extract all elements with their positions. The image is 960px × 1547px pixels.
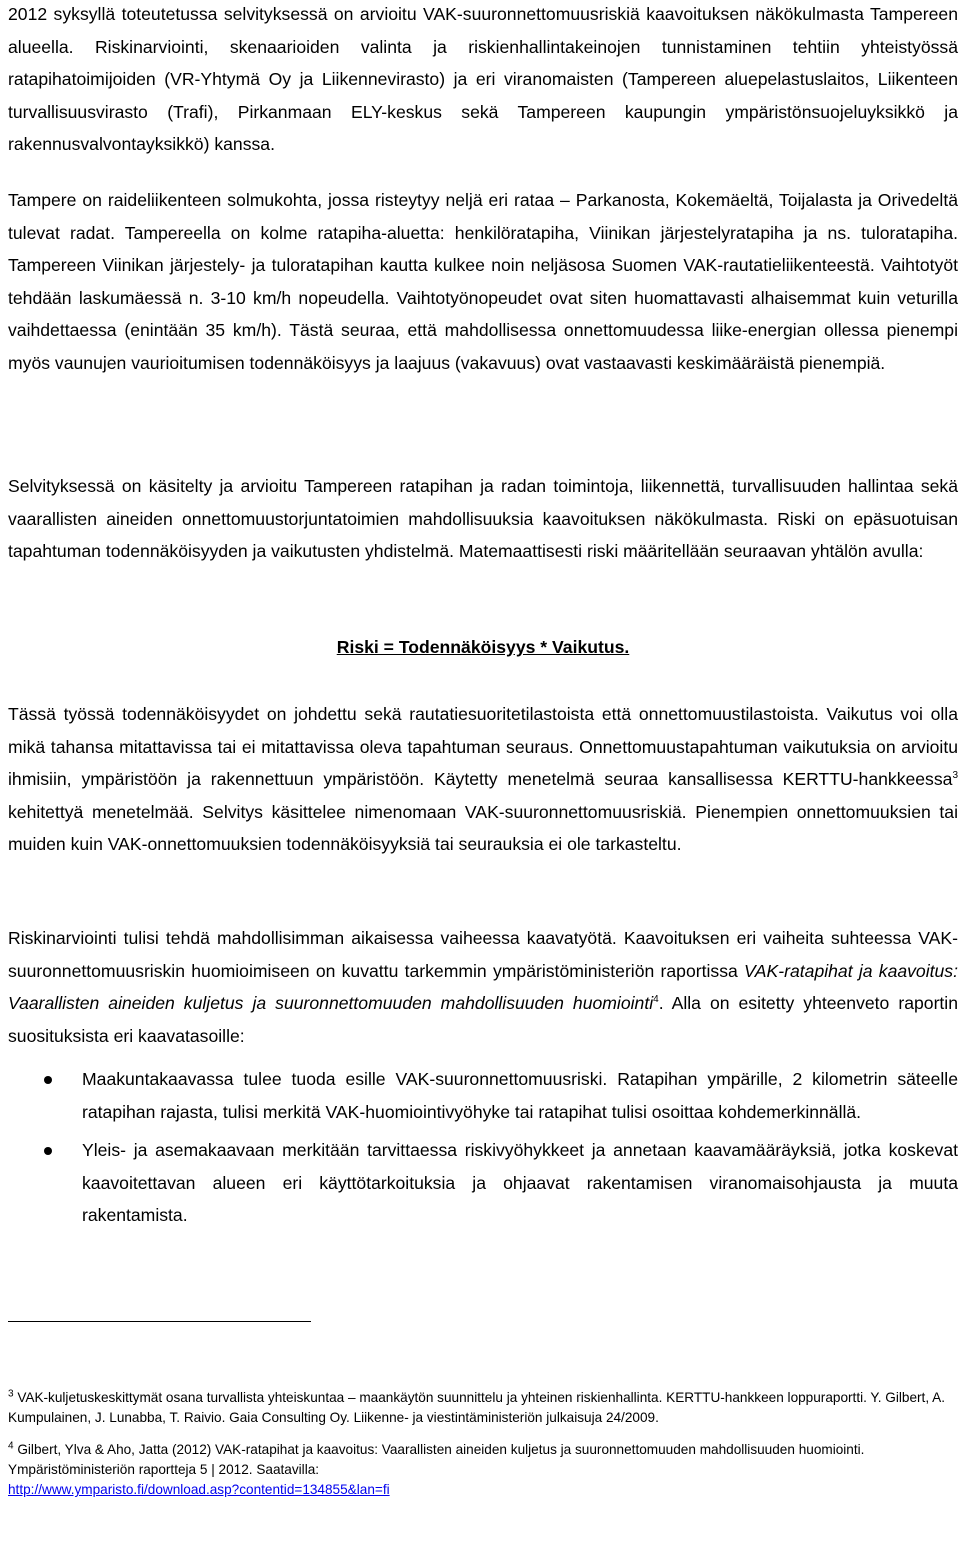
- footnote-3: [8, 1388, 958, 1428]
- paragraph-method: [8, 698, 958, 861]
- risk-formula: [8, 633, 958, 661]
- paragraph-zoning-phases: [8, 922, 958, 1052]
- footnote-4: [8, 1440, 958, 1500]
- paragraph-zoning-text-a: Riskinarviointi tulisi tehdä mahdollisimman aikaisessa vaiheessa kaavatyötä. Kaavoituksen eri vaiheita suhteessa VAK-suuronnettomuusriskin huomioimiseen on kuvattu tarkemmin ympäristöministeriön raportissa: [8, 928, 958, 981]
- paragraph-method-text-b: kehitettyä menetelmää. Selvitys käsittelee nimenomaan VAK-suuronnettomuusriskiä. Pienempien onnettomuuksien tai muiden kuin VAK-onnettomuuksien todennäköisyyksiä tai seurauksia ei ole tarkasteltu.: [8, 801, 958, 854]
- paragraph-method-text-a: Tässä työssä todennäköisyydet on johdettu sekä rautatiesuoritetilastoista että onnettomuustilastoista. Vaikutus voi olla mikä tahansa mitattavissa tai ei mitattavissa oleva tapahtuman seuraus. Onnettomuustapahtuman vaikutuksia on arvioitu ihmisiin, ympäristöön ja rakennettuun ympäristöön. Käytetty menetelmä seuraa kansallisessa KERTTU-hankkeessa: [8, 704, 958, 789]
- footnote-text: Gilbert, Ylva & Aho, Jatta (2012) VAK-ratapihat ja kaavoitus: Vaarallisten aineiden kuljetus ja suuronnettomuuden mahdollisuuden huomiointi. Ympäristöministeriön raportteja 5 | 2012. Saatavilla:: [8, 1442, 865, 1477]
- recommendation-list: [8, 1063, 958, 1238]
- footnote-ref-3[interactable]: 3: [952, 770, 958, 782]
- paragraph-intro: 2012 syksyllä toteutetussa selvityksessä on arvioitu VAK-suuronnettomuusriskiä kaavoituksen näkökulmasta Tampereen alueella. Riskinarviointi, skenaarioiden valinta ja riskienhallintakeinojen tunnistaminen tehtiin yhteistyössä ratapihatoimijoiden (VR-Yhtymä Oy ja Liikennevirasto) ja eri viranomaisten (Tampereen aluepelastuslaitos, Liikenteen turvallisuusvirasto (Trafi), Pirkanmaan ELY-keskus sekä Tampereen kaupungin ympäristönsuojeluyksikkö ja rakennusvalvontayksikkö) kanssa.: [8, 4, 958, 154]
- footnote-ref-4[interactable]: 4: [653, 994, 659, 1006]
- paragraph-zoning-text-b: . Alla on esitetty yhteenveto raportin suosituksista eri kaavatasoille:: [8, 993, 959, 1046]
- bullet-icon: [44, 1076, 52, 1084]
- footnotes: [8, 1388, 958, 1512]
- report-title: VAK-ratapihat ja kaavoitus: Vaarallisten aineiden kuljetus ja suuronnettomuuden mahdollisuuden huomiointi: [8, 960, 958, 1013]
- list-item-text: Maakuntakaavassa tulee tuoda esille VAK-suuronnettomuusriski. Ratapihan ympärille, 2 kilometrin säteelle ratapihan rajasta, tulisi merkitä VAK-huomiointivyöhyke tai ratapihat tulisi osoittaa kohdemerkinnällä.: [82, 1069, 958, 1122]
- footnote-divider: [8, 1321, 311, 1322]
- footnote-number: 4: [8, 1440, 14, 1452]
- paragraph-risk-definition: Selvityksessä on käsitelty ja arvioitu Tampereen ratapihan ja radan toimintoja, liikennettä, turvallisuuden hallintaa sekä vaarallisten aineiden onnettomuustorjuntatoimien mahdollisuuksia kaavoituksen näkökulmasta. Riski on epäsuotuisan tapahtuman todennäköisyyden ja vaikutusten yhdistelmä. Matemaattisesti riski määritellään seuraavan yhtälön avulla:: [8, 476, 958, 561]
- list-item: [8, 1063, 958, 1128]
- footnote-number: 3: [8, 1388, 14, 1400]
- risk-formula-text: Riski = Todennäköisyys * Vaikutus.: [336, 637, 630, 657]
- bullet-icon: [44, 1147, 52, 1155]
- footnote-text: VAK-kuljetuskeskittymät osana turvallista yhteiskuntaa – maankäytön suunnittelu ja yhteinen riskienhallinta. KERTTU-hankkeen loppuraportti. Y. Gilbert, A. Kumpulainen, J. Lunabba, T. Raivio. Gaia Consulting Oy. Liikenne- ja viestintäministeriön julkaisuja 24/2009.: [8, 1390, 945, 1425]
- paragraph-tampere-junction: Tampere on raideliikenteen solmukohta, jossa risteytyy neljä eri rataa – Parkanosta, Kokemäeltä, Toijalasta ja Orivedeltä tulevat radat. Tampereella on kolme ratapiha-aluetta: henkilöratapiha, Viinikan järjestelyratapiha ja ns. tuloratapiha. Tampereen Viinikan järjestely- ja tuloratapihan kautta kulkee noin neljäsosa Suomen VAK-rautatieliikenteestä. Vaihtotyöt tehdään laskumäessä n. 3-10 km/h nopeudella. Vaihtotyönopeudet ovat siten huomattavasti alhaisemmat kuin veturilla vaihdettaessa (enintään 35 km/h). Tästä seuraa, että mahdollisessa onnettomuudessa liike-energian ollessa pienempi myös vaunujen vaurioitumisen todennäköisyys ja laajuus (vakavuus) ovat vastaavasti keskimääräistä pienempiä.: [8, 190, 958, 373]
- footnote-link[interactable]: http://www.ymparisto.fi/download.asp?contentid=134855&lan=fi: [8, 1482, 390, 1497]
- list-item: [8, 1134, 958, 1232]
- list-item-text: Yleis- ja asemakaavaan merkitään tarvittaessa riskivyöhykkeet ja annetaan kaavamääräyksiä, jotka koskevat kaavoitettavan alueen eri käyttötarkoituksia ja ohjaavat rakentamisen viranomaisohjausta ja muuta rakentamista.: [82, 1140, 958, 1225]
